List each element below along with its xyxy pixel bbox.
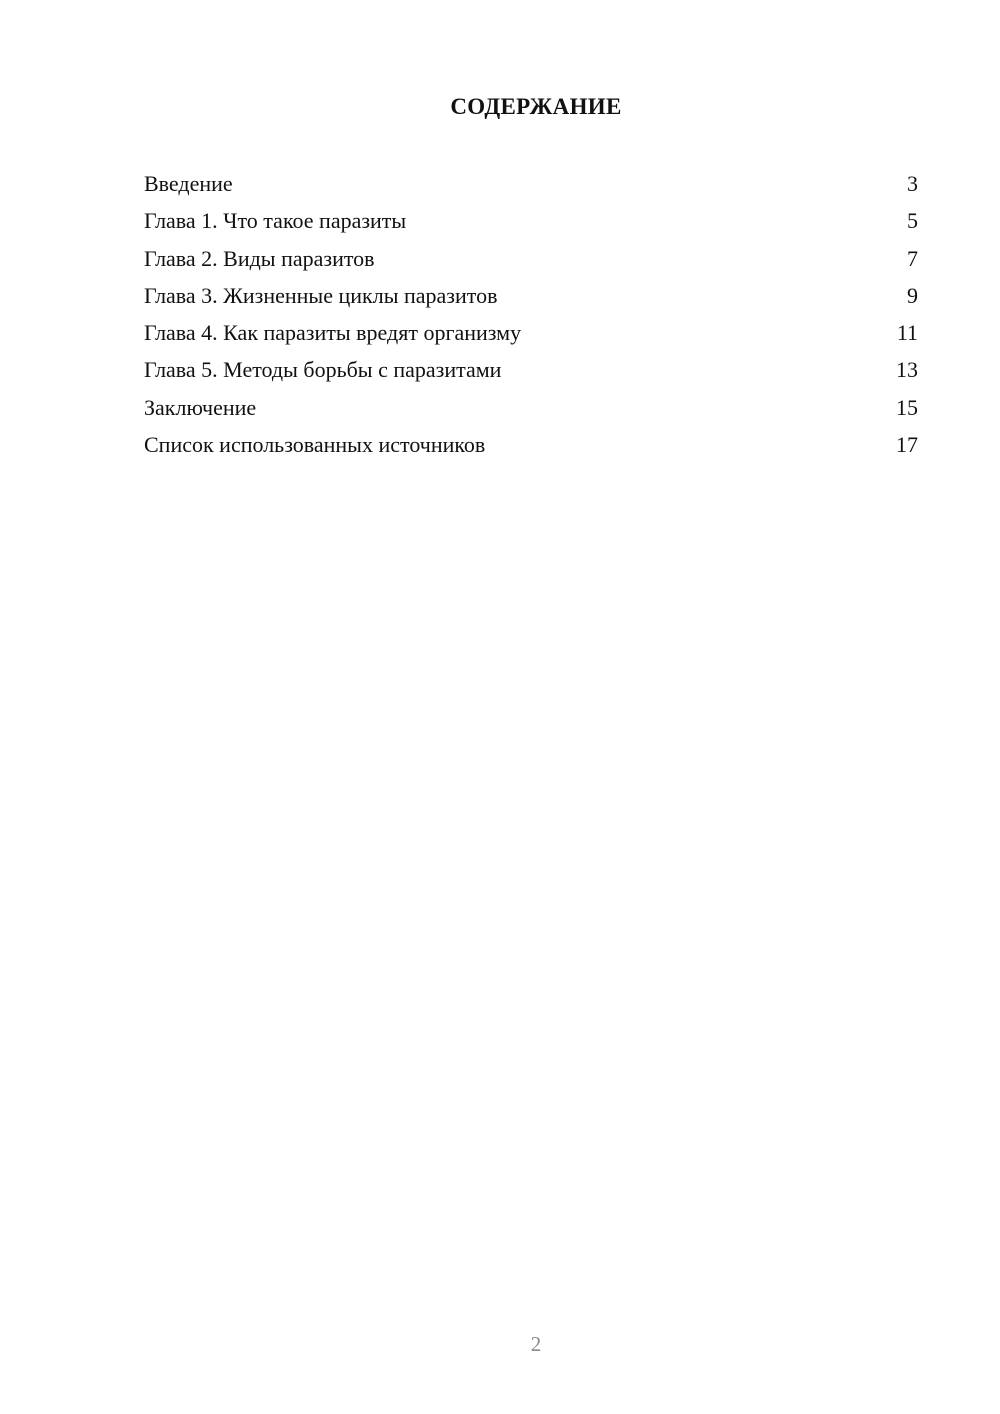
toc-entry-label: Глава 3. Жизненные циклы паразитов (144, 282, 498, 308)
toc-entry-page: 15 (896, 394, 918, 420)
toc-entry-page: 11 (896, 320, 918, 346)
page-number: 2 (530, 1332, 542, 1356)
toc-entry-label: Заключение (144, 394, 257, 420)
toc-entry-page: 13 (896, 357, 918, 383)
toc-entry-label: Список использованных источников (144, 432, 486, 458)
toc-entry-chapter-1 (144, 205, 918, 242)
toc-entry-label: Глава 2. Виды паразитов (144, 245, 375, 271)
toc-entry-conclusion (144, 392, 918, 429)
toc-entry-label: Глава 4. Как паразиты вредят организму (144, 320, 522, 346)
toc-entry-label: Введение (144, 171, 233, 196)
toc-entry-page: 5 (907, 208, 918, 234)
toc-entry-chapter-2 (144, 243, 918, 280)
toc-entry-references (144, 429, 918, 466)
table-of-contents (144, 168, 918, 466)
toc-entry-chapter-4 (144, 317, 918, 354)
toc-entry-page: 7 (907, 245, 918, 271)
toc-entry-chapter-5 (144, 354, 918, 391)
toc-entry-page: 9 (907, 282, 918, 308)
toc-entry-page: 17 (896, 432, 918, 458)
toc-entry-label: Глава 1. Что такое паразиты (144, 208, 407, 234)
page-title: СОДЕРЖАНИЕ (450, 94, 622, 119)
toc-entry-page: 3 (907, 171, 918, 196)
toc-entry-chapter-3 (144, 280, 918, 317)
toc-entry-introduction (144, 168, 918, 205)
toc-entry-label: Глава 5. Методы борьбы с паразитами (144, 357, 502, 383)
